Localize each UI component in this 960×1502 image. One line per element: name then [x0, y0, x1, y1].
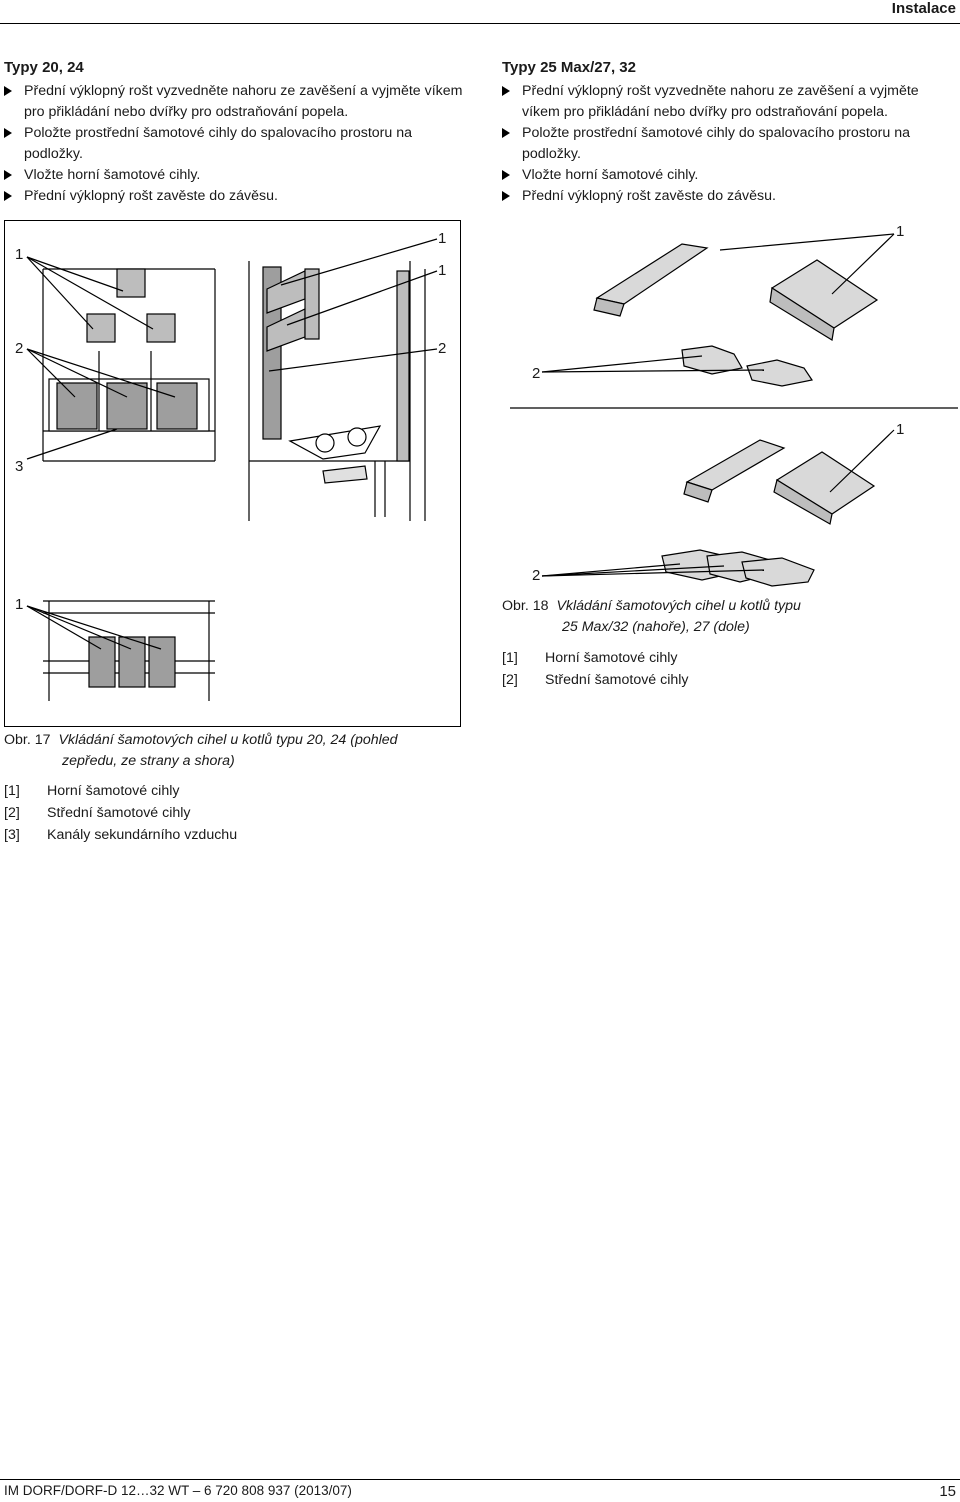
legend-item: [2] Střední šamotové cihly — [4, 805, 191, 821]
right-instructions — [502, 58, 958, 207]
figure-17-legend — [4, 780, 237, 846]
callout-2: 2 — [532, 365, 541, 382]
step-item: Vložte horní šamotové cihly. — [502, 165, 958, 186]
callout-2: 2 — [438, 340, 447, 357]
step-item: Položte prostřední šamotové cihly do spalovacího prostoru na podložky. — [502, 123, 958, 165]
callout-2: 2 — [15, 340, 24, 357]
bullet-arrow-icon — [502, 170, 510, 180]
bullet-arrow-icon — [4, 170, 12, 180]
page-number: 15 — [939, 1483, 956, 1500]
legend-item: [2] Střední šamotové cihly — [502, 672, 689, 688]
callout-1: 1 — [438, 230, 447, 247]
legend-item: [3] Kanály sekundárního vzduchu — [4, 827, 238, 843]
figure-17-drawing — [5, 221, 460, 726]
step-item: Položte prostřední šamotové cihly do spalovacího prostoru na podložky. — [4, 123, 464, 165]
left-heading: Typy 20, 24 — [4, 59, 84, 76]
left-steps — [4, 81, 464, 207]
callout-3: 3 — [15, 458, 24, 475]
bullet-arrow-icon — [4, 86, 12, 96]
callout-1: 1 — [15, 246, 24, 263]
step-item: Přední výklopný rošt zavěste do závěsu. — [502, 186, 958, 207]
doc-reference: IM DORF/DORF-D 12…32 WT – 6 720 808 937 (2013/07) — [4, 1483, 352, 1498]
bullet-arrow-icon — [4, 128, 12, 138]
callout-1: 1 — [438, 262, 447, 279]
callout-1: 1 — [896, 421, 905, 438]
bullet-arrow-icon — [4, 191, 12, 201]
right-heading: Typy 25 Max/27, 32 — [502, 59, 636, 76]
legend-item: [1] Horní šamotové cihly — [4, 783, 180, 799]
footer-rule — [0, 1479, 960, 1480]
section-title: Instalace — [891, 0, 956, 17]
figure-18-drawing — [502, 220, 958, 592]
header-rule — [0, 23, 960, 24]
callout-1: 1 — [896, 223, 905, 240]
step-item: Přední výklopný rošt vyzvedněte nahoru ze zavěšení a vyjměte víkem pro přikládání nebo dvířky pro odstraňování popela. — [4, 81, 464, 123]
figure-17-caption: Obr. 17 Vkládání šamotových cihel u kotlů typu 20, 24 (pohled zepředu, ze strany a shora) — [4, 732, 398, 769]
legend-item: [1] Horní šamotové cihly — [502, 650, 678, 666]
figure-18 — [502, 220, 958, 592]
left-instructions — [4, 58, 464, 207]
bullet-arrow-icon — [502, 86, 510, 96]
bullet-arrow-icon — [502, 128, 510, 138]
figure-17 — [4, 220, 461, 727]
bullet-arrow-icon — [502, 191, 510, 201]
step-item: Přední výklopný rošt vyzvedněte nahoru ze zavěšení a vyjměte víkem pro přikládání nebo dvířky pro odstraňování popela. — [502, 81, 958, 123]
figure-18-legend — [502, 647, 689, 691]
step-item: Vložte horní šamotové cihly. — [4, 165, 464, 186]
figure-18-caption: Obr. 18 Vkládání šamotových cihel u kotlů typu 25 Max/32 (nahoře), 27 (dole) — [502, 598, 801, 635]
right-steps — [502, 81, 958, 207]
callout-2: 2 — [532, 567, 541, 584]
step-item: Přední výklopný rošt zavěste do závěsu. — [4, 186, 464, 207]
callout-1: 1 — [15, 596, 24, 613]
